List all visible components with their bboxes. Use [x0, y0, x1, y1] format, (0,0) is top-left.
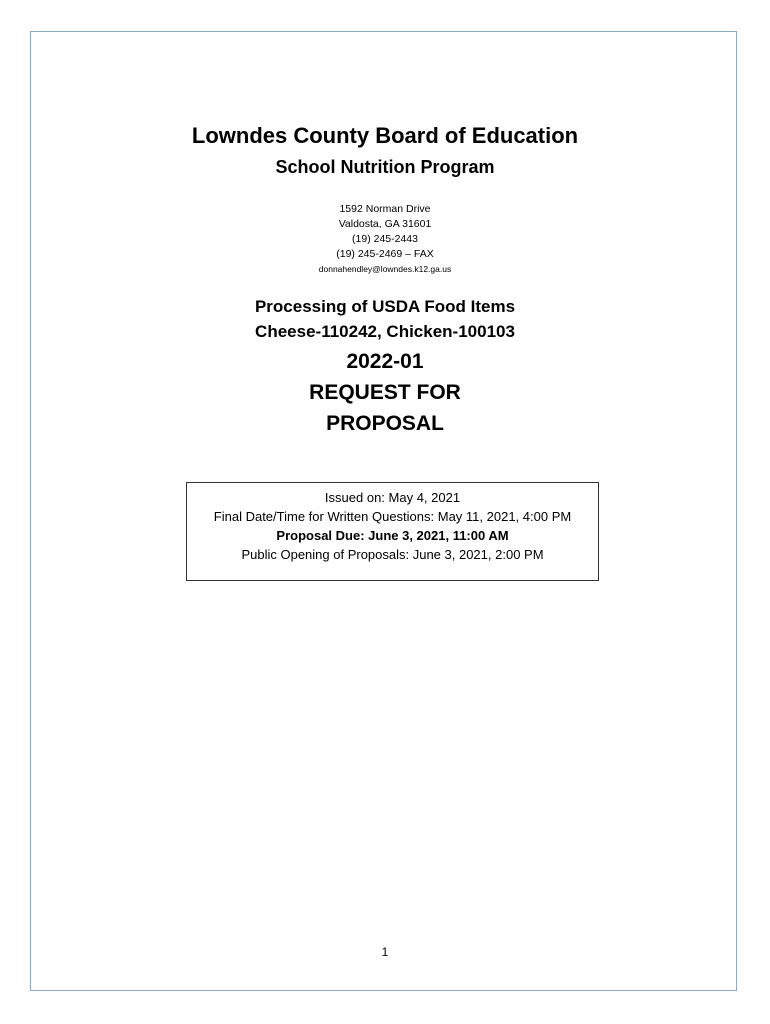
address-city: Valdosta, GA 31601	[338, 218, 432, 230]
rfp-title-line1: REQUEST FOR	[309, 381, 461, 404]
rfp-number: 2022-01	[346, 350, 424, 373]
address-phone: (19) 245-2443	[352, 233, 418, 245]
processing-items: Cheese-110242, Chicken-100103	[255, 322, 515, 341]
issued-date: Issued on: May 4, 2021	[324, 490, 461, 505]
address-street: 1592 Norman Drive	[339, 203, 431, 215]
rfp-title-line2: PROPOSAL	[326, 412, 444, 435]
dates-box	[186, 482, 599, 581]
questions-deadline: Final Date/Time for Written Questions: May 11, 2021, 4:00 PM	[213, 509, 572, 524]
page-number: 1	[381, 945, 389, 959]
address-email: donnahendley@lowndes.k12.ga.us	[318, 264, 452, 274]
proposal-due-date: Proposal Due: June 3, 2021, 11:00 AM	[276, 528, 509, 543]
program-name: School Nutrition Program	[275, 157, 495, 177]
public-opening-date: Public Opening of Proposals: June 3, 2021, 2:00 PM	[241, 547, 544, 562]
processing-title: Processing of USDA Food Items	[254, 297, 516, 316]
address-fax: (19) 245-2469 – FAX	[336, 248, 434, 260]
org-name: Lowndes County Board of Education	[191, 123, 579, 148]
